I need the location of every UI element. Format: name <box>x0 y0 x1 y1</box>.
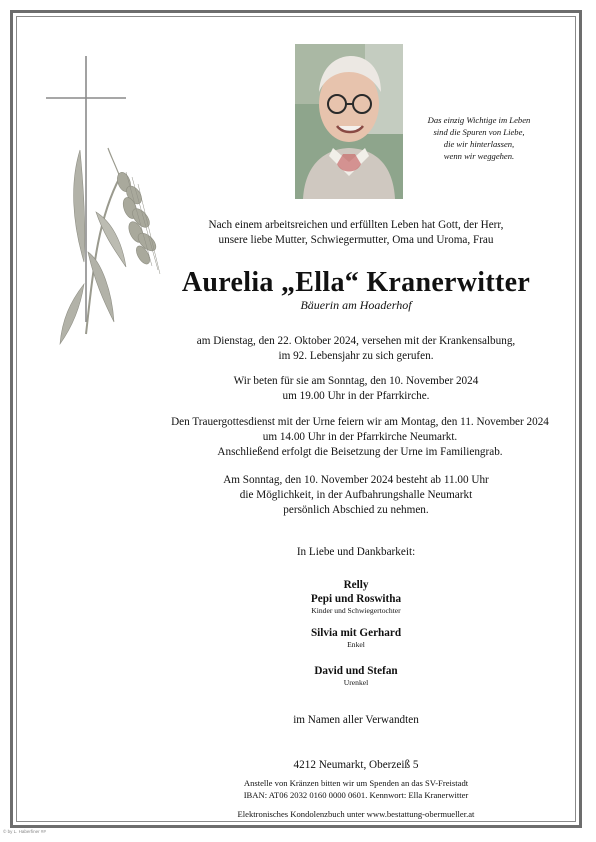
deceased-name: Aurelia „Ella“ Kranerwitter <box>181 267 531 298</box>
funeral-notice <box>130 415 590 460</box>
intro-line: Nach einem arbeitsreichen und erfüllten Leben hat Gott, der Herr, <box>208 219 504 231</box>
deceased-subtitle: Bäuerin am Hoaderhof <box>300 298 412 312</box>
mourner-name: David und Stefan <box>314 665 398 677</box>
mourner-relation: Urenkel <box>343 678 369 687</box>
thanks-line: In Liebe und Dankbarkeit: <box>296 546 416 558</box>
relatives-line: im Namen aller Verwandten <box>293 714 419 726</box>
prayer-line: um 19.00 Uhr in der Pfarrkirche. <box>282 390 430 402</box>
mourner-name: Pepi und Roswitha <box>310 593 402 605</box>
online-condolence-link[interactable]: Elektronisches Kondolenzbuch unter www.bestattung-obermueller.at <box>237 809 475 819</box>
farewell-line: persönlich Abschied zu nehmen. <box>283 504 429 516</box>
death-line: im 92. Lebensjahr zu sich gerufen. <box>278 350 434 362</box>
funeral-line: Anschließend erfolgt die Beisetzung der Urne im Familiengrab. <box>217 446 503 458</box>
mourner-name: Silvia mit Gerhard <box>310 627 402 639</box>
death-notice <box>120 334 592 364</box>
portrait-photo <box>295 44 403 199</box>
death-line: am Dienstag, den 22. Oktober 2024, versehen mit der Krankensalbung, <box>196 335 516 347</box>
mourner-name: Relly <box>343 579 369 591</box>
quote <box>410 114 548 162</box>
address-line: 4212 Neumarkt, Oberzeiß 5 <box>293 759 419 771</box>
funeral-line: um 14.00 Uhr in der Pfarrkirche Neumarkt. <box>262 431 458 443</box>
mourners-list <box>120 578 592 688</box>
funeral-line: Den Trauergottesdienst mit der Urne feiern wir am Montag, den 11. November 2024 <box>171 416 549 428</box>
farewell-notice <box>120 473 592 518</box>
donation-line: Anstelle von Kränzen bitten wir um Spenden an das SV-Freistadt <box>243 778 469 788</box>
donation-line: IBAN: AT06 2032 0160 0000 0601. Kennwort: Ella Kranerwitter <box>243 789 469 800</box>
copyright-note: © by L. Haberfiner ## <box>3 829 46 834</box>
quote-line: Das einzig Wichtige im Leben <box>427 115 531 125</box>
prayer-line: Wir beten für sie am Sonntag, den 10. November 2024 <box>233 375 479 387</box>
intro-line: unsere liebe Mutter, Schwiegermutter, Oma und Uroma, Frau <box>218 234 494 246</box>
quote-line: die wir hinterlassen, <box>443 139 515 149</box>
prayer-notice <box>120 374 592 404</box>
quote-line: sind die Spuren von Liebe, <box>433 127 525 137</box>
donation-note <box>120 778 592 801</box>
farewell-line: Am Sonntag, den 10. November 2024 besteht ab 11.00 Uhr <box>223 474 489 486</box>
mourner-relation: Enkel <box>347 640 365 649</box>
quote-line: wenn wir weggehen. <box>443 151 515 161</box>
farewell-line: die Möglichkeit, in der Aufbahrungshalle Neumarkt <box>239 489 473 501</box>
mourner-relation: Kinder und Schwiegertochter <box>311 606 401 615</box>
intro-text <box>120 218 592 248</box>
